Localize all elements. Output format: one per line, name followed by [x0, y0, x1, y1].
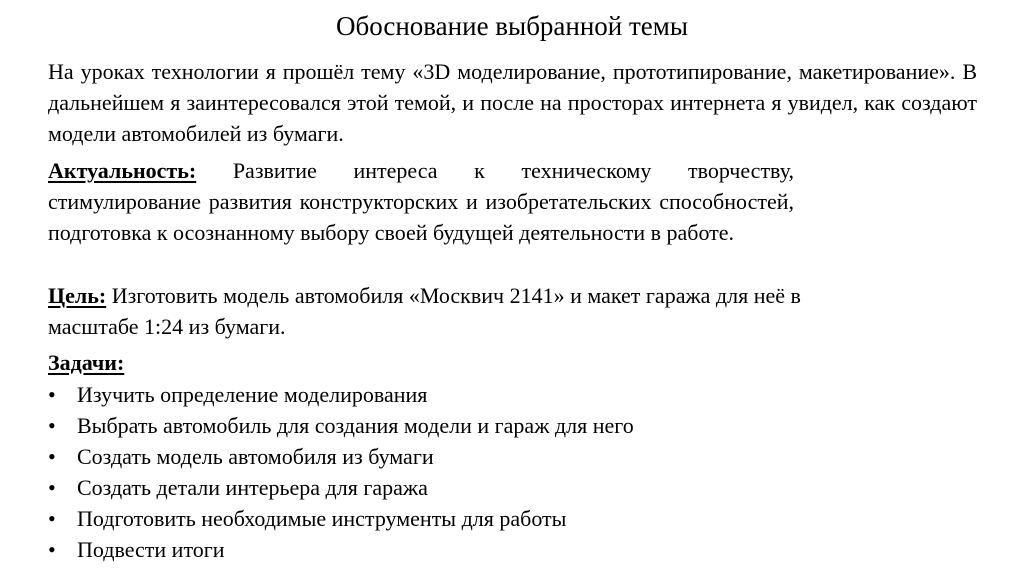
tasks-label: Задачи: — [48, 350, 125, 375]
task-item — [48, 472, 634, 503]
bullet: • — [48, 382, 56, 407]
task-text: Подвести итоги — [77, 537, 225, 562]
bullet: • — [48, 413, 56, 438]
actuality-text: Развитие интереса к техническому творчеству, стимулирование развития конструкторских и изобретательских способностей, подготовка к осознанному выбору своей будущей деятельности в работе. — [48, 158, 794, 245]
task-item — [48, 379, 634, 410]
intro-paragraph: На уроках технологии я прошёл тему «3D моделирование, прототипирование, макетирование». В дальнейшем я заинтересовался этой темой, и после на просторах интернета я увидел, как создают модели автомобилей из бумаги. — [48, 59, 977, 146]
bullet: • — [48, 537, 56, 562]
task-item — [48, 441, 634, 472]
actuality-paragraph — [48, 155, 794, 248]
task-text: Создать модель автомобиля из бумаги — [77, 444, 434, 469]
task-text: Изучить определение моделирования — [77, 382, 428, 407]
task-item — [48, 534, 634, 565]
task-item — [48, 410, 634, 441]
bullet: • — [48, 444, 56, 469]
bullet: • — [48, 506, 56, 531]
goal-text: Изготовить модель автомобиля «Москвич 2141» и макет гаража для неё в масштабе 1:24 из бумаги. — [48, 283, 801, 339]
tasks-list — [48, 379, 634, 565]
tasks-heading — [48, 347, 124, 378]
goal-label: Цель: — [48, 283, 107, 308]
task-text: Выбрать автомобиль для создания модели и гараж для него — [77, 413, 634, 438]
slide-title: Обоснование выбранной темы — [335, 11, 689, 41]
bullet: • — [48, 475, 56, 500]
goal-paragraph — [48, 280, 838, 342]
task-text: Создать детали интерьера для гаража — [77, 475, 428, 500]
actuality-label: Актуальность: — [48, 158, 197, 183]
task-item — [48, 503, 634, 534]
task-text: Подготовить необходимые инструменты для работы — [77, 506, 567, 531]
